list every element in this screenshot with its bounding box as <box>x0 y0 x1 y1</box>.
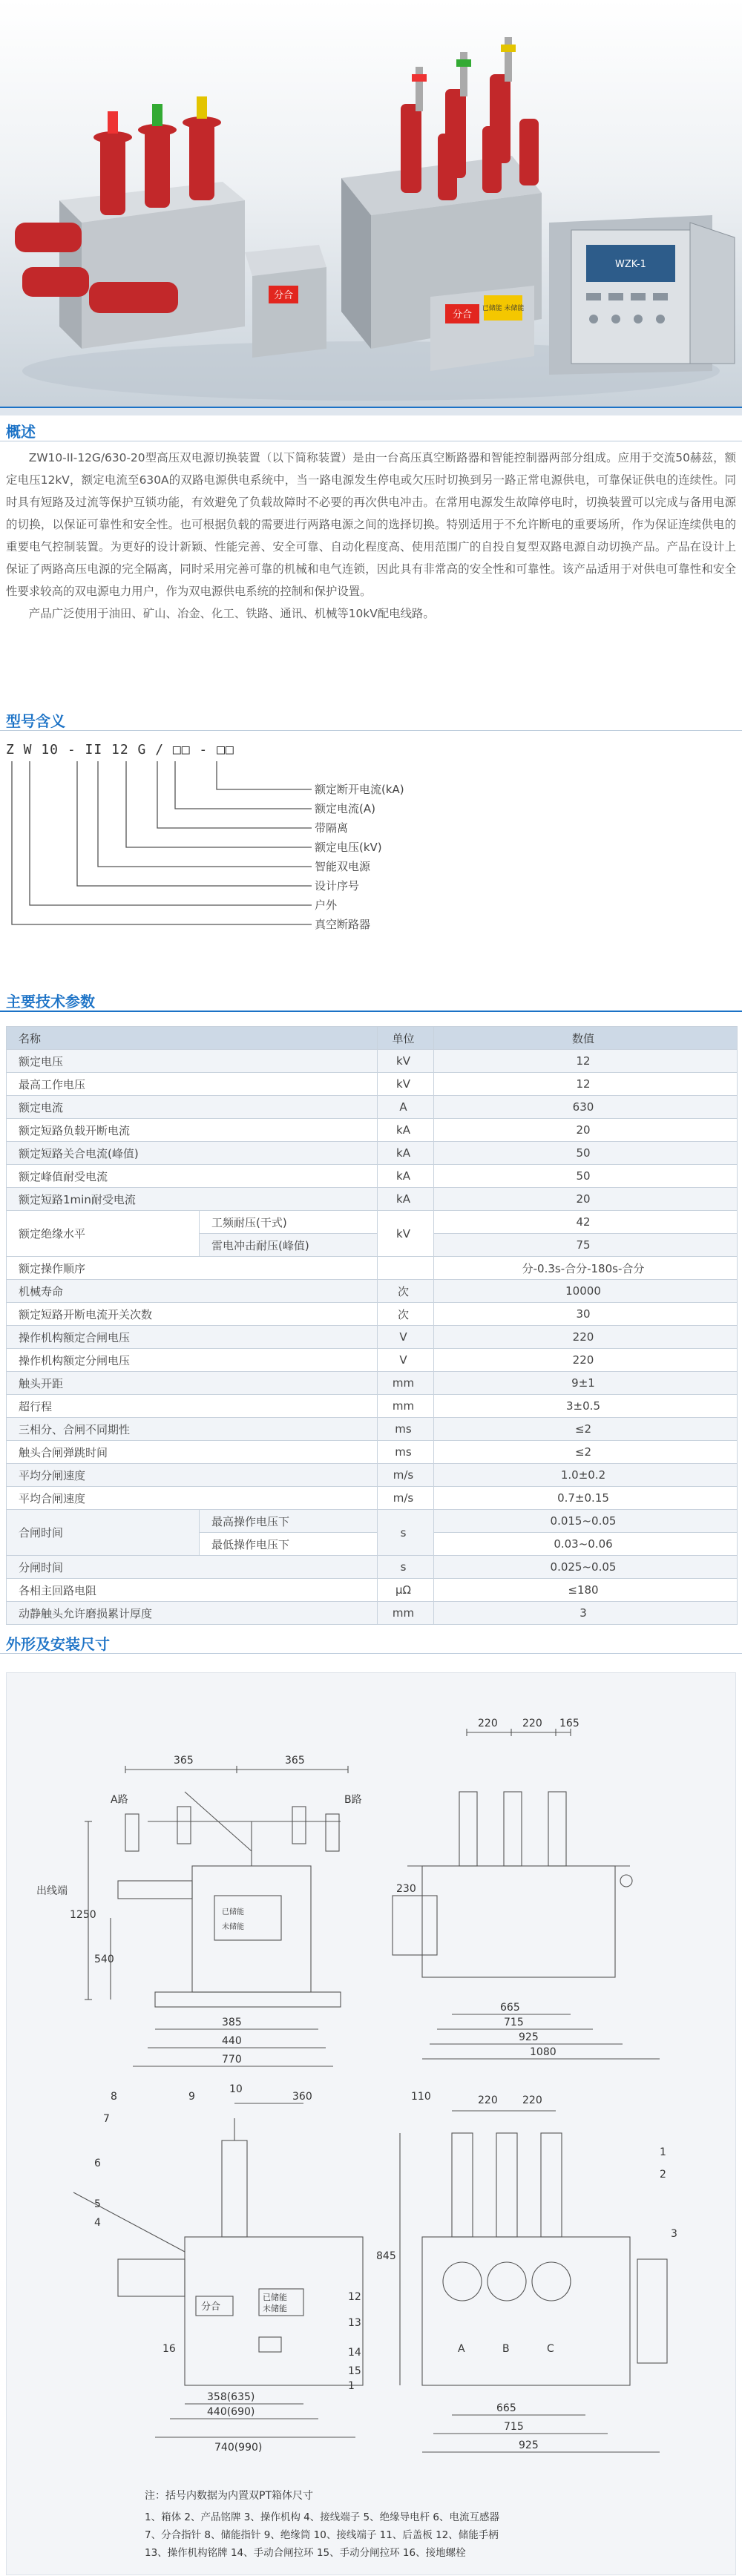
spec-value: 3 <box>434 1602 738 1625</box>
table-row <box>7 1303 738 1326</box>
part-12: 12 <box>348 2291 361 2303</box>
part-6: 6 <box>94 2158 101 2169</box>
spec-unit <box>378 1257 434 1280</box>
spec-value: ≤2 <box>434 1441 738 1464</box>
spec-name: 额定电压 <box>7 1050 378 1073</box>
spec-name: 机械寿命 <box>7 1280 378 1303</box>
table-row <box>7 1119 738 1142</box>
dim-365a: 365 <box>174 1755 194 1767</box>
spec-value: 分-0.3s-合分-180s-合分 <box>434 1257 738 1280</box>
table-row <box>7 1464 738 1487</box>
model-label-7: 户外 <box>315 898 338 912</box>
dim-br-665: 665 <box>496 2402 516 2414</box>
spec-unit: kA <box>378 1119 434 1142</box>
dim-tr-925: 925 <box>519 2031 539 2043</box>
spec-name: 触头合闸弹跳时间 <box>7 1441 378 1464</box>
spec-value: ≤2 <box>434 1418 738 1441</box>
spec-unit: kV <box>378 1050 434 1073</box>
table-row <box>7 1257 738 1280</box>
part-5: 5 <box>94 2198 101 2210</box>
table-row <box>7 1096 738 1119</box>
part-9: 9 <box>188 2091 195 2103</box>
spec-unit: m/s <box>378 1487 434 1510</box>
table-row <box>7 1556 738 1579</box>
spec-name: 操作机构额定分闸电压 <box>7 1349 378 1372</box>
spec-name: 额定短路开断电流开关次数 <box>7 1303 378 1326</box>
dimensions-title: 外形及安装尺寸 <box>6 1635 110 1653</box>
dimensions-rule <box>0 1653 742 1654</box>
table-row <box>7 1487 738 1510</box>
spec-unit: V <box>378 1326 434 1349</box>
model-label-3: 带隔离 <box>315 821 349 835</box>
table-row <box>7 1142 738 1165</box>
dim-tr-220a: 220 <box>478 1718 498 1729</box>
spec-value: 12 <box>434 1050 738 1073</box>
spec-name: 分闸时间 <box>7 1556 378 1579</box>
part-16: 16 <box>162 2343 176 2355</box>
spec-unit: s <box>378 1510 434 1556</box>
dim-440: 440 <box>222 2035 242 2047</box>
table-header-row <box>7 1027 738 1050</box>
spec-value: 9±1 <box>434 1372 738 1395</box>
spec-value: 50 <box>434 1142 738 1165</box>
dimension-drawing <box>6 1672 736 2575</box>
spec-value: 42 <box>434 1211 738 1234</box>
dim-br-715: 715 <box>504 2421 524 2433</box>
table-row <box>7 1510 738 1533</box>
bl-fenhe: 分合 <box>201 2301 221 2313</box>
hero-right-label: 分合 <box>452 309 473 321</box>
spec-value: 30 <box>434 1303 738 1326</box>
spec-value: 20 <box>434 1119 738 1142</box>
part-2: 2 <box>660 2169 666 2181</box>
spec-unit: ms <box>378 1441 434 1464</box>
hero-right-sublabel: 已储能 未储能 <box>482 305 525 312</box>
dim-outlet: 出线端 <box>36 1885 68 1897</box>
overview-title: 概述 <box>6 423 36 441</box>
part-1-left: 1 <box>348 2380 355 2392</box>
spec-unit: 次 <box>378 1303 434 1326</box>
part-8: 8 <box>111 2091 117 2103</box>
spec-name: 各相主回路电阻 <box>7 1579 378 1602</box>
spec-unit: s <box>378 1556 434 1579</box>
part-7: 7 <box>103 2113 110 2125</box>
model-label-5: 智能双电源 <box>315 860 371 873</box>
hero-banner <box>0 0 742 407</box>
model-meaning <box>0 742 742 942</box>
spec-unit: mm <box>378 1395 434 1418</box>
spec-name: 合闸时间 <box>7 1510 200 1556</box>
part-1-right: 1 <box>660 2146 666 2158</box>
header-value: 数值 <box>434 1027 738 1050</box>
spec-unit: kA <box>378 1188 434 1211</box>
spec-unit: mm <box>378 1602 434 1625</box>
overview-paragraph-1: ZW10-II-12G/630-20型高压双电源切换装置（以下简称装置）是由一台高压真空断路器和智能控制器两部分组成。应用于交流50赫兹，额定电压12kV，额定电流至630A的双路电源供电系统中，当一路电源发生停电或欠压时切换到另一路正常电源供电，可靠保证供电的连续性。同时具有短路及过流等保护互锁功能，有效避免了负载故障时不必要的再次供电冲击。在常用电源发生故障停电时，切换装置可以完成与备用电源的切换，以保证可靠性和安全性。也可根据负载的需要进行两路电源之间的选择切换。特别适用于不允许断电的重要场所，作为保证连续供电的重要电气控制装置。为更好的设计新颖、性能完善、安全可靠、自动化程度高、使用范围广的自投自复型双路电源自动切换产品。产品在设计上保证了两路高压电源的完全隔离，同时采用完善可靠的机械和电气连锁，因此具有非常高的安全性和可靠性。该产品适用于对供电可靠性和安全性要求较高的双电源电力用户，作为双电源供电系统的控制和保护设置。 <box>6 451 736 598</box>
table-row <box>7 1372 738 1395</box>
bl-uncharged: 未储能 <box>263 2304 287 2313</box>
spec-name: 最高工作电压 <box>7 1073 378 1096</box>
spec-unit: A <box>378 1096 434 1119</box>
spec-subname: 工频耐压(干式) <box>200 1211 378 1234</box>
spec-name: 三相分、合闸不同期性 <box>7 1418 378 1441</box>
dim-1080: 1080 <box>530 2046 556 2058</box>
dim-br-220b: 220 <box>522 2094 542 2106</box>
spec-name: 平均合闸速度 <box>7 1487 378 1510</box>
dimension-svg <box>7 1673 737 2576</box>
spec-value: 75 <box>434 1234 738 1257</box>
specs-rule <box>0 1011 742 1012</box>
model-code: Z W 10 - II 12 G / □□ - □□ <box>6 742 234 758</box>
model-label-8: 真空断路器 <box>315 918 371 931</box>
spec-name: 触头开距 <box>7 1372 378 1395</box>
spec-unit: V <box>378 1349 434 1372</box>
part-13: 13 <box>348 2317 361 2329</box>
spec-value: 10000 <box>434 1280 738 1303</box>
dim-845: 845 <box>376 2250 396 2262</box>
part-15: 15 <box>348 2365 361 2377</box>
legend-line-1: 1、箱体 2、产品铭牌 3、操作机构 4、接线端子 5、绝缘导电杆 6、电流互感器 <box>145 2511 499 2523</box>
spec-subname: 最高操作电压下 <box>200 1510 378 1533</box>
spec-unit: kA <box>378 1165 434 1188</box>
table-row <box>7 1188 738 1211</box>
dim-110: 110 <box>411 2091 431 2103</box>
dim-540: 540 <box>94 1954 114 1965</box>
spec-value: 20 <box>434 1188 738 1211</box>
overview-paragraph-2: 产品广泛使用于油田、矿山、冶金、化工、铁路、通讯、机械等10kV配电线路。 <box>28 607 435 620</box>
bl-charged: 已储能 <box>263 2293 287 2302</box>
dim-panel-charged: 已储能 <box>222 1908 244 1916</box>
spec-unit: kV <box>378 1211 434 1257</box>
spec-unit: μΩ <box>378 1579 434 1602</box>
dim-tr-715: 715 <box>504 2017 524 2028</box>
table-row <box>7 1395 738 1418</box>
spec-unit: 次 <box>378 1280 434 1303</box>
dim-385: 385 <box>222 2017 242 2028</box>
spec-unit: kA <box>378 1142 434 1165</box>
legend-line-2: 7、分合指针 8、储能指针 9、绝缘筒 10、接线端子 11、后盖板 12、储能手柄 <box>145 2529 499 2541</box>
table-row <box>7 1073 738 1096</box>
model-label-4: 额定电压(kV) <box>315 841 382 854</box>
spec-value: 1.0±0.2 <box>434 1464 738 1487</box>
spec-name: 额定操作顺序 <box>7 1257 378 1280</box>
specs-table <box>6 1026 738 1625</box>
model-rule <box>0 730 742 731</box>
phase-c: C <box>547 2343 554 2355</box>
dim-bl-440: 440(690) <box>207 2406 255 2418</box>
spec-name: 额定电流 <box>7 1096 378 1119</box>
drawing-note: 注：括号内数据为内置双PT箱体尺寸 <box>145 2490 313 2502</box>
dim-tr-220b: 220 <box>522 1718 542 1729</box>
hero-divider <box>0 407 742 415</box>
dim-230: 230 <box>396 1883 416 1895</box>
spec-value: ≤180 <box>434 1579 738 1602</box>
dim-b-route: B路 <box>344 1794 362 1806</box>
dim-165: 165 <box>559 1718 580 1729</box>
dim-panel-uncharged: 未储能 <box>222 1923 244 1931</box>
model-label-2: 额定电流(A) <box>315 802 375 815</box>
spec-subname: 最低操作电压下 <box>200 1533 378 1556</box>
spec-name: 动静触头允许磨损累计厚度 <box>7 1602 378 1625</box>
legend-line-3: 13、操作机构铭牌 14、手动合闸拉环 15、手动分闸拉环 16、接地螺栓 <box>145 2547 466 2559</box>
spec-value: 0.025~0.05 <box>434 1556 738 1579</box>
dim-br-220a: 220 <box>478 2094 498 2106</box>
spec-name: 额定短路1min耐受电流 <box>7 1188 378 1211</box>
dim-358: 358(635) <box>207 2391 255 2403</box>
hero-product-image <box>0 0 742 407</box>
spec-value: 220 <box>434 1326 738 1349</box>
spec-value: 0.7±0.15 <box>434 1487 738 1510</box>
phase-b: B <box>502 2343 510 2355</box>
part-10: 10 <box>229 2083 243 2095</box>
part-14: 14 <box>348 2347 361 2359</box>
spec-subname: 雷电冲击耐压(峰值) <box>200 1234 378 1257</box>
dim-360: 360 <box>292 2091 312 2103</box>
spec-name: 超行程 <box>7 1395 378 1418</box>
dim-a-route: A路 <box>111 1794 128 1806</box>
hero-controller-label: WZK-1 <box>615 259 646 270</box>
specs-title: 主要技术参数 <box>6 993 95 1011</box>
part-4: 4 <box>94 2217 101 2229</box>
spec-name: 额定短路关合电流(峰值) <box>7 1142 378 1165</box>
spec-name: 操作机构额定合闸电压 <box>7 1326 378 1349</box>
dim-br-925: 925 <box>519 2439 539 2451</box>
header-unit: 单位 <box>378 1027 434 1050</box>
table-row <box>7 1165 738 1188</box>
dim-365b: 365 <box>285 1755 305 1767</box>
table-row <box>7 1050 738 1073</box>
spec-unit: m/s <box>378 1464 434 1487</box>
table-row <box>7 1602 738 1625</box>
table-row <box>7 1349 738 1372</box>
model-label-1: 额定断开电流(kA) <box>315 783 404 796</box>
header-name: 名称 <box>7 1027 378 1050</box>
table-row <box>7 1211 738 1234</box>
spec-unit: mm <box>378 1372 434 1395</box>
part-3: 3 <box>671 2228 677 2240</box>
table-row <box>7 1326 738 1349</box>
table-row <box>7 1441 738 1464</box>
dim-770: 770 <box>222 2054 242 2066</box>
table-row <box>7 1418 738 1441</box>
spec-value: 0.015~0.05 <box>434 1510 738 1533</box>
drawing-legend <box>145 2508 723 2562</box>
model-label-6: 设计序号 <box>315 879 360 893</box>
model-title: 型号含义 <box>6 712 65 730</box>
overview-text <box>6 447 736 625</box>
spec-value: 0.03~0.06 <box>434 1533 738 1556</box>
dim-1250: 1250 <box>70 1909 96 1921</box>
table-row <box>7 1280 738 1303</box>
spec-value: 50 <box>434 1165 738 1188</box>
spec-value: 220 <box>434 1349 738 1372</box>
spec-name: 额定短路负载开断电流 <box>7 1119 378 1142</box>
phase-a: A <box>458 2343 465 2355</box>
spec-unit: ms <box>378 1418 434 1441</box>
spec-name: 额定绝缘水平 <box>7 1211 200 1257</box>
hero-left-label: 分合 <box>273 290 294 301</box>
table-row <box>7 1579 738 1602</box>
dim-tr-665: 665 <box>500 2002 520 2014</box>
dim-740: 740(990) <box>214 2442 263 2454</box>
spec-value: 12 <box>434 1073 738 1096</box>
spec-unit: kV <box>378 1073 434 1096</box>
spec-value: 630 <box>434 1096 738 1119</box>
spec-name: 平均分闸速度 <box>7 1464 378 1487</box>
spec-value: 3±0.5 <box>434 1395 738 1418</box>
spec-name: 额定峰值耐受电流 <box>7 1165 378 1188</box>
